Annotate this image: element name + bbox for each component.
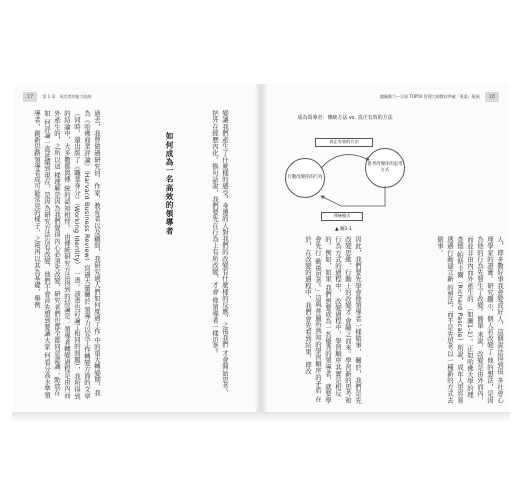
bottom-label-box: 傳統模式 xyxy=(321,212,363,221)
text-line: 何看分高水準領導者，創新思路領導者成可能常見的樣子，之後再以其為基礎，舉例 xyxy=(33,110,51,399)
text-line: 變讓我們產生了什麼樣的感受，身邊的人對我們的改變有什麼樣的反應，之後我們 xyxy=(221,110,229,348)
left-section-body xyxy=(32,110,102,400)
left-page-header xyxy=(20,92,93,102)
text-line: 因此，我們要先學會像領導者一樣做事， xyxy=(354,236,362,355)
text-line: 他的想法，是因為他的行為先發生了改變。簡單 xyxy=(476,236,494,404)
text-line: 領導力以及工作轉變方面的文章（同時，還出版了《職業身分》（Working Identity） xyxy=(73,110,91,399)
text-line: 何評論一直延續到現在，是因為研究方法沒有改變，他們不會首先想到要讓大家 xyxy=(43,118,51,350)
running-title: 隨樞動力—全球 TOP50 管理大師教你突破「專業」瓶頸 xyxy=(379,94,480,99)
chapter-label: 第 1 章 xyxy=(42,94,56,99)
text-line: 改變過程中，學習順序其實是相反的。例如，如果 xyxy=(324,236,342,397)
right-page-header xyxy=(378,92,502,102)
section-heading: 如何成為一名高效的領導者 xyxy=(165,132,174,236)
left-intro-paragraph xyxy=(210,110,230,400)
right-page xyxy=(261,84,508,412)
text-line: 動後思考。」這與普遍所熟知的學習順序的矛盾 xyxy=(314,258,322,394)
book-gutter xyxy=(254,84,268,412)
text-line: 我們想要成為一名優秀的領導者，就要學會先行 xyxy=(314,236,332,404)
text-line: 來說，改變是由外而內，而並非由內而外產生的 xyxy=(466,236,484,404)
text-line: 關於，我們是先改變思維，行動上的改變才 xyxy=(344,236,362,404)
right-body-text-lower xyxy=(265,236,363,404)
text-line: 才會開始思考，把外在經歷內化。換句話說，我們要先在行為上有所改變，才會 xyxy=(211,110,229,397)
right-node-circle: 思考改變你的思考方式 xyxy=(365,148,405,188)
figure-arrows xyxy=(281,114,409,244)
figure-caption: ▲ 圖1-1 xyxy=(335,227,353,232)
figure-title: 成為領導者：傳統方法 vs. 真正有效的方法 xyxy=(297,115,393,121)
left-page-number: 17 xyxy=(23,92,37,102)
right-page-number: 18 xyxy=(485,92,499,102)
text-line: 的想法，而不是先思考以一種新的方式去做事。 xyxy=(436,236,454,404)
top-arrow xyxy=(321,155,369,168)
text-line: 人，即多數好事我會變成好人，這個說法得到很 xyxy=(496,236,504,375)
text-line: 過去，我曾做過研究員、作家、教育者以及顧問，我研究過人們如何度過工作 xyxy=(93,110,101,335)
text-line: 像領導者一樣思考。 xyxy=(211,297,219,357)
left-node-circle: 行動改變你的行為 xyxy=(285,158,325,198)
book-spread xyxy=(14,84,508,412)
text-line: （如圖1-1）。正如哈佛大學的理查德·帕斯卡爾（Richard xyxy=(456,236,474,398)
text-line: 在於，在改變的過程中，我們會先看到結果，即改 xyxy=(304,236,322,403)
text-line: 一書。該書也討論了相同的問題），我所得到的結論中，大多數都與傳 xyxy=(63,110,81,400)
text-line: Pascale）所說，成年人更容易透過行動建立新 xyxy=(446,236,464,404)
bottom-arrow xyxy=(321,186,385,206)
text-line: 由傳統研究方法得到的結論是：領導者轉變過程是由內而外產生的，之所以這 xyxy=(53,110,71,399)
text-line: 中的重大轉變期，我為《哈佛商業評論》（Harvard Business Review）寫過大量關於 xyxy=(83,110,101,397)
text-line: 會隨之而來。學習新的思考和行為方式的過程中， xyxy=(334,236,352,404)
right-body-text xyxy=(365,236,505,404)
book-shadow xyxy=(12,412,510,422)
chapter-title: 成功者的能力陷阱 xyxy=(59,94,92,99)
text-line: 統的認知相悖。 xyxy=(63,184,71,232)
top-label-box: 真正有效的方法 xyxy=(315,138,373,147)
text-line: 樣理解是因為我們覺得內心必須先改變，研究者們也都全都同意認識；點放在如 xyxy=(43,110,61,397)
text-line: 多社會心理學家的證實。研究顯示，個人若改變了 xyxy=(486,236,504,404)
left-page xyxy=(14,84,261,412)
